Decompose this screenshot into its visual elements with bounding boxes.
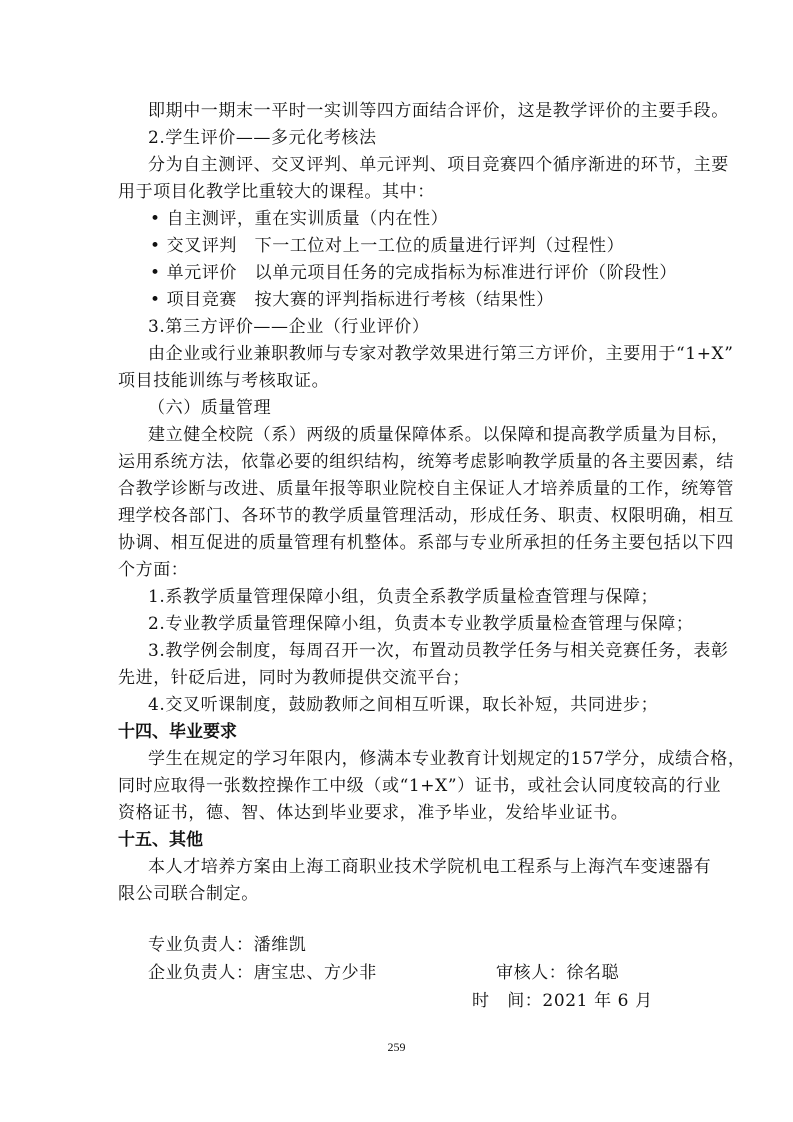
text-line: 由企业或行业兼职教师与专家对教学效果进行第三方评价，主要用于“1+X” <box>148 344 734 364</box>
chapter-heading-graduation: 十四、毕业要求 <box>118 722 237 742</box>
bullet-item: • 交叉评判 下一工位对上一工位的质量进行评判（过程性） <box>150 236 625 256</box>
text-line: 学生在规定的学习年限内，修满本专业教育计划规定的157学分，成绩合格， <box>148 749 746 769</box>
text-line: 建立健全校院（系）两级的质量保障体系。以保障和提高教学质量为目标， <box>148 425 729 445</box>
list-item: 2.专业教学质量管理保障小组，负责本专业教学质量检查管理与保障； <box>148 614 694 634</box>
signature-date: 时 间：2021 年 6 月 <box>472 991 653 1011</box>
bullet-item: • 项目竞赛 按大赛的评判指标进行考核（结果性） <box>150 290 554 310</box>
bullet-item: • 自主测评，重在实训质量（内在性） <box>150 209 449 229</box>
text-line: 先进，针砭后进，同时为教师提供交流平台； <box>118 668 470 688</box>
text-line: 合教学诊断与改进、质量年报等职业院校自主保证人才培养质量的工作，统筹管 <box>118 479 734 499</box>
bullet-item: • 单元评价 以单元项目任务的完成指标为标准进行评价（阶段性） <box>150 263 678 283</box>
text-line: 个方面： <box>118 560 189 580</box>
text-line: 分为自主测评、交叉评判、单元评判、项目竞赛四个循序渐进的环节，主要 <box>148 155 729 175</box>
list-item: 3.教学例会制度，每周召开一次，布置动员教学任务与相关竞赛任务，表彰 <box>148 641 729 661</box>
chapter-heading-other: 十五、其他 <box>118 830 203 850</box>
text-line: 限公司联合制定。 <box>118 884 259 904</box>
subsection-title: 3.第三方评价——企业（行业评价） <box>148 317 430 337</box>
text-line: 协调、相互促进的质量管理有机整体。系部与专业所承担的任务主要包括以下四 <box>118 533 734 553</box>
text-line: 用于项目化教学比重较大的课程。其中： <box>118 182 435 202</box>
list-item: 4.交叉听课制度，鼓励教师之间相互听课，取长补短，共同进步； <box>148 695 659 715</box>
text-line: 同时应取得一张数控操作工中级（或“1+X”）证书，或社会认同度较高的行业 <box>118 776 722 796</box>
section-title: （六）质量管理 <box>148 398 272 418</box>
text-line: 本人才培养方案由上海工商职业技术学院机电工程系与上海汽车变速器有 <box>148 857 712 877</box>
signature-reviewer: 审核人：徐名聪 <box>496 963 620 983</box>
text-line: 即期中一期末一平时一实训等四方面结合评价，这是教学评价的主要手段。 <box>148 101 729 121</box>
subsection-title: 2.学生评价——多元化考核法 <box>148 128 377 148</box>
text-line: 资格证书，德、智、体达到毕业要求，准予毕业，发给毕业证书。 <box>118 803 629 823</box>
signature-major-lead: 专业负责人：潘维凯 <box>148 935 307 955</box>
list-item: 1.系教学质量管理保障小组，负责全系教学质量检查管理与保障； <box>148 587 659 607</box>
text-line: 理学校各部门、各环节的教学质量管理活动，形成任务、职责、权限明确，相互 <box>118 506 734 526</box>
signature-enterprise-lead: 企业负责人：唐宝忠、方少非 <box>148 963 377 983</box>
text-line: 运用系统方法，依靠必要的组织结构，统筹考虑影响教学质量的各主要因素，结 <box>118 452 734 472</box>
page-number: 259 <box>387 1040 406 1054</box>
text-line: 项目技能训练与考核取证。 <box>118 371 330 391</box>
